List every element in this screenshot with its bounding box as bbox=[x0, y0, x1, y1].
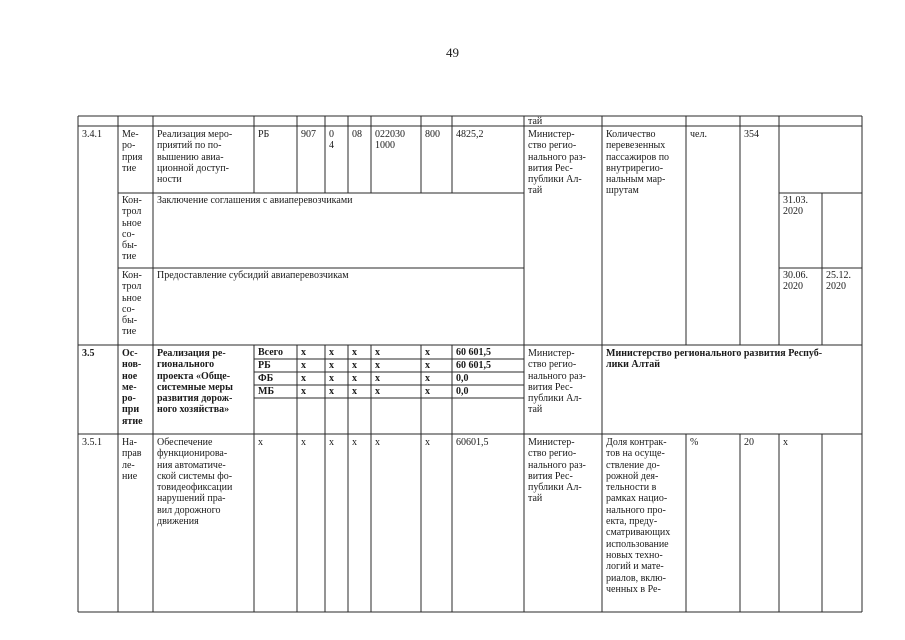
indicator: Доля контрак- тов на осуще- ствление до- рожной дея- тельности в рамках нацио- нального про- екта, преду- сматривающих использование новых техно- логий и мате- риалов, вклю- ченных в Ре- bbox=[606, 437, 671, 595]
funding-grbs: х bbox=[301, 373, 306, 384]
pr-code: х bbox=[352, 437, 357, 448]
funding-amount: 0,0 bbox=[456, 386, 469, 397]
row-type: Ос- нов- ное ме- ро- при ятие bbox=[122, 348, 143, 427]
pr-code: 08 bbox=[352, 129, 362, 140]
rz-code: 0 4 bbox=[329, 129, 334, 152]
funding-grbs: х bbox=[301, 360, 306, 371]
funding-pr: х bbox=[352, 386, 357, 397]
page-number: 49 bbox=[446, 45, 459, 60]
responsible: Министер- ство регио- нального раз- вития Рес- публики Ал- тай bbox=[528, 129, 586, 197]
funding-pr: х bbox=[352, 347, 357, 358]
row-number: 3.4.1 bbox=[82, 129, 102, 140]
indicator: Количество перевезенных пассажиров по внутрирегио- нальным мар- шрутам bbox=[606, 129, 670, 197]
grbs-code: 907 bbox=[301, 129, 316, 140]
base-value: х bbox=[783, 437, 788, 448]
row-name: Реализация меро- приятий по по- вышению авиа- ционной доступ- ности bbox=[157, 129, 233, 186]
row-type: Ме- ро- прия тие bbox=[122, 129, 143, 174]
funding-amount: 60 601,5 bbox=[456, 347, 491, 358]
funding-rz: х bbox=[329, 373, 334, 384]
vr-code: х bbox=[425, 437, 430, 448]
header-continuation: тай bbox=[528, 116, 543, 127]
event-type: Кон- трол ьное со- бы- тие bbox=[122, 270, 142, 338]
funding-grbs: х bbox=[301, 386, 306, 397]
funding-vr: х bbox=[425, 386, 430, 397]
funding-source: Всего bbox=[258, 347, 283, 358]
grbs-code: х bbox=[301, 437, 306, 448]
row-name: Обеспечение функционирова- ния автоматиче- ской системы фо- товидеофиксации нарушений пра- вил дорожного движения bbox=[157, 437, 233, 528]
csr-code: х bbox=[375, 437, 380, 448]
row-name: Реализация ре- гионального проекта «Обще- системные меры развития дорож- ного хозяйства» bbox=[157, 348, 233, 416]
funding-source: ФБ bbox=[258, 373, 274, 384]
funding-source: РБ bbox=[258, 360, 271, 371]
budget-code: РБ bbox=[258, 129, 270, 140]
csr-code: 022030 1000 bbox=[375, 129, 405, 152]
funding-amount: 60 601,5 bbox=[456, 360, 491, 371]
funding-grbs: х bbox=[301, 347, 306, 358]
event-date-end: 25.12. 2020 bbox=[826, 270, 851, 293]
event-date-start: 30.06. 2020 bbox=[783, 270, 808, 293]
event-text: Предоставление субсидий авиаперевозчикам bbox=[157, 270, 349, 281]
amount: 60601,5 bbox=[456, 437, 489, 448]
funding-csr: х bbox=[375, 386, 380, 397]
funding-vr: х bbox=[425, 347, 430, 358]
indicator-value: 354 bbox=[744, 129, 759, 140]
event-date: 31.03. 2020 bbox=[783, 195, 808, 218]
funding-rz: х bbox=[329, 360, 334, 371]
row-number: 3.5 bbox=[82, 348, 95, 359]
responsible: Министер- ство регио- нального раз- вития Рес- публики Ал- тай bbox=[528, 437, 586, 505]
event-type: Кон- трол ьное со- бы- тие bbox=[122, 195, 142, 263]
funding-pr: х bbox=[352, 373, 357, 384]
funding-source: МБ bbox=[258, 386, 275, 397]
funding-csr: х bbox=[375, 347, 380, 358]
rz-code: х bbox=[329, 437, 334, 448]
funding-csr: х bbox=[375, 360, 380, 371]
funding-vr: х bbox=[425, 373, 430, 384]
merged-responsible: Министерство регионального развития Респуб- лики Алтай bbox=[606, 348, 823, 371]
row-type: На- прав ле- ние bbox=[122, 437, 142, 482]
amount: 4825,2 bbox=[456, 129, 484, 140]
indicator-value: 20 bbox=[744, 437, 754, 448]
row-number: 3.5.1 bbox=[82, 437, 102, 448]
funding-amount: 0,0 bbox=[456, 373, 469, 384]
event-text: Заключение соглашения с авиаперевозчиками bbox=[157, 195, 353, 206]
funding-pr: х bbox=[352, 360, 357, 371]
vr-code: 800 bbox=[425, 129, 440, 140]
unit: % bbox=[690, 437, 699, 448]
funding-csr: х bbox=[375, 373, 380, 384]
unit: чел. bbox=[690, 129, 707, 140]
funding-vr: х bbox=[425, 360, 430, 371]
responsible: Министер- ство регио- нального раз- вития Рес- публики Ал- тай bbox=[528, 348, 586, 416]
funding-rz: х bbox=[329, 386, 334, 397]
funding-rz: х bbox=[329, 347, 334, 358]
budget-code: х bbox=[258, 437, 263, 448]
